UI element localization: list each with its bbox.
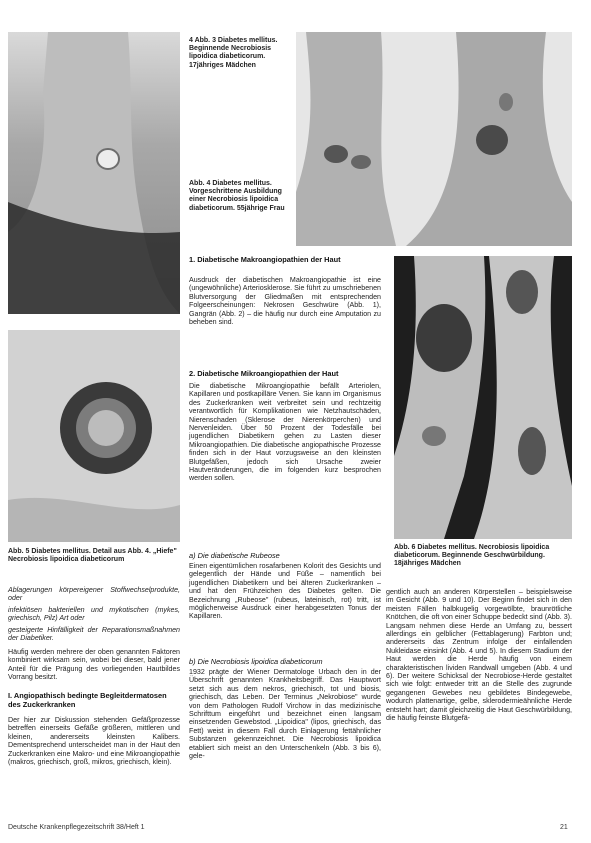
left-text-1: Ablagerungen körpereigener Stoffwechselprodukte, oder <box>8 586 180 603</box>
figure-5-photo <box>8 330 180 542</box>
caption-fig-5: Abb. 5 Diabetes mellitus. Detail aus Abb. 4. „Hiefe" Necrobiosis lipoidica diabeticorum <box>8 548 177 564</box>
section-2a-text: Einen eigentümlichen rosafarbenen Kolorit des Gesichts und gelegentlich der Hände und Füße – namentlich bei jugendlichen Diabetikern und bei älteren Zuckerkranken – und hat den Frühzeichen des Diabetes gelten. Die Bezeichnung „Rubeose" (rubeus, lateinisch, rot) tritt, ist möglicherweise Ausdruck einer herabgesetzten Tonus der Kapillaren. <box>189 562 381 621</box>
left-section-title: I. Angiopathisch bedingte Begleitdermatosen des Zuckerkranken <box>8 691 167 709</box>
left-text-2: infektiösen bakteriellen und mykotischen (mykes, griechisch, Pilz) Art oder <box>8 606 180 623</box>
figure-6-photo <box>394 256 572 539</box>
figure-3-photo <box>8 32 180 314</box>
footer-left: Deutsche Krankenpflegezeitschrift 38/Heft 1 <box>8 824 145 831</box>
section-2-text: Die diabetische Mikroangiopathie befällt Arteriolen, Kapillaren und postkapilläre Venen. Sie kann im Organismus des Zuckerkranken weit verbreitet sein und rechtzeitig verantwortlich für Komplikationen wie Netzhautschäden, Nierenschaden (Sklerose der Nierenkörperchen) und Nervenleiden. Über 50 Prozent der Todesfälle bei jugendlichen Diabetikern gehen zu Lasten dieser Mikroangiopathien. Die diabetische angiopathische Prozesse finden sich in der Haut vorzugsweise an den kleinsten Blutgefäßen, jedoch sich Ursache zweier Hautveränderungen, die im folgenden kurz besprochen werden sollen. <box>189 382 381 483</box>
page-number: 21 <box>560 824 568 831</box>
section-2a-title: a) Die diabetische Rubeose <box>189 551 280 560</box>
left-text-3: gesteigerte Hinfälligkeit der Reparationsmaßnahmen der Diabetiker. <box>8 626 180 643</box>
section-2b-title: b) Die Necrobiosis lipoidica diabeticorum <box>189 657 323 666</box>
section-2b-text: 1932 prägte der Wiener Dermatologe Urbach den in der Überschrift genannten Krankheitsbegriff. Das Hauptwort setzt sich aus dem nekros, griechisch, tot und biosis, griechisch, das Leben. Der Terminus „Nekrobiose" wurde von dem Pathologen Rudolf Virchow in das medizinische Schrifttum eingeführt und bezeichnet einen langsam einsetzenden Gewebstod. „Lipoidica" (lipos, griechisch, das Fett) weist in diesem Fall durch Einlagerung fettähnlicher Substanzen gekennzeichnet. Die Necrobiosis lipoidica etabliert sich meist an den Unterschenkeln (Abb. 3 bis 6), gele- <box>189 668 381 761</box>
left-text-5: Der hier zur Diskussion stehenden Gefäßprozesse betreffen einerseits Gefäße größeren, mittleren und kleinen, andererseits kleinsten Kalibers. Dementsprechend unterscheidet man in der Haut den Zuckerkranken eine Makro- und eine Mikroangiopathie (makros, griechisch, groß, mikros, griechisch, klein). <box>8 716 180 767</box>
figure-4-photo <box>296 32 572 246</box>
right-column-text: gentlich auch an anderen Körperstellen – beispielsweise im Gesicht (Abb. 9 und 10). Der Beginn findet sich in den meisten Fällen halbkugelig vorgewölbte, braunrötliche Knötchen, die oft von einer Schuppe bedeckt sind (Abb. 3). Langsam nehmen diese Herde an Umfang zu, bessert allerdings ein gelblicher (Fettablagerung) Farbton und; andererseits das Zentrum infolge der einfallenden Nukleidase einsinkt (Abb. 4 und 5). In diesem Stadium der Haut werden die Herde häufig von einem charakteristischen lividen Randwall umgeben (Abb. 4 und 6). Der weitere Schicksal der Necrobiose-Herde gestaltet sich wie folgt: entweder tritt an die Stelle des zugrunde gegangenen Gewebes neu gebildetes Bindegewebe, wodurch plattenartige, gelbe, sklerodermieähnliche Herde entsteht hart; damit gleichzeitig die Haut Geschwürbildung, die häufig feinste Blutgefä- <box>386 588 572 723</box>
caption-fig-6: Abb. 6 Diabetes mellitus. Necrobiosis lipoidica diabeticorum. Beginnende Geschwürbildung. 18jähriges Mädchen <box>394 544 550 568</box>
left-text-4: Häufig werden mehrere der oben genannten Faktoren kombiniert wirksam sein, wobei bei dieser, bald jener Anteil für die Prägung des vorliegenden Hautbildes Vorrang besitzt. <box>8 648 180 682</box>
section-2-title: 2. Diabetische Mikroangiopathien der Haut <box>189 369 339 378</box>
section-1-title: 1. Diabetische Makroangiopathien der Haut <box>189 255 341 264</box>
caption-fig-4: Abb. 4 Diabetes mellitus. Vorgeschrittene Ausbildung einer Necrobiosis lipoidica diabeticorum. 55jährige Frau <box>189 180 285 212</box>
section-1-text: Ausdruck der diabetischen Makroangiopathie ist eine (ungewöhnliche) Arteriosklerose. Sie führt zu umschriebenen Blutversorgung der Gliedmaßen mit entsprechenden Folgeerscheinungen: Nekrosen Geschwüre (Abb. 1), Gangrän (Abb. 2) – die häufig nur durch eine Amputation zu beheben sind. <box>189 276 381 327</box>
caption-fig-3: 4 Abb. 3 Diabetes mellitus. Beginnende Necrobiosis lipoidica diabeticorum. 17jähriges Mädchen <box>189 37 278 69</box>
